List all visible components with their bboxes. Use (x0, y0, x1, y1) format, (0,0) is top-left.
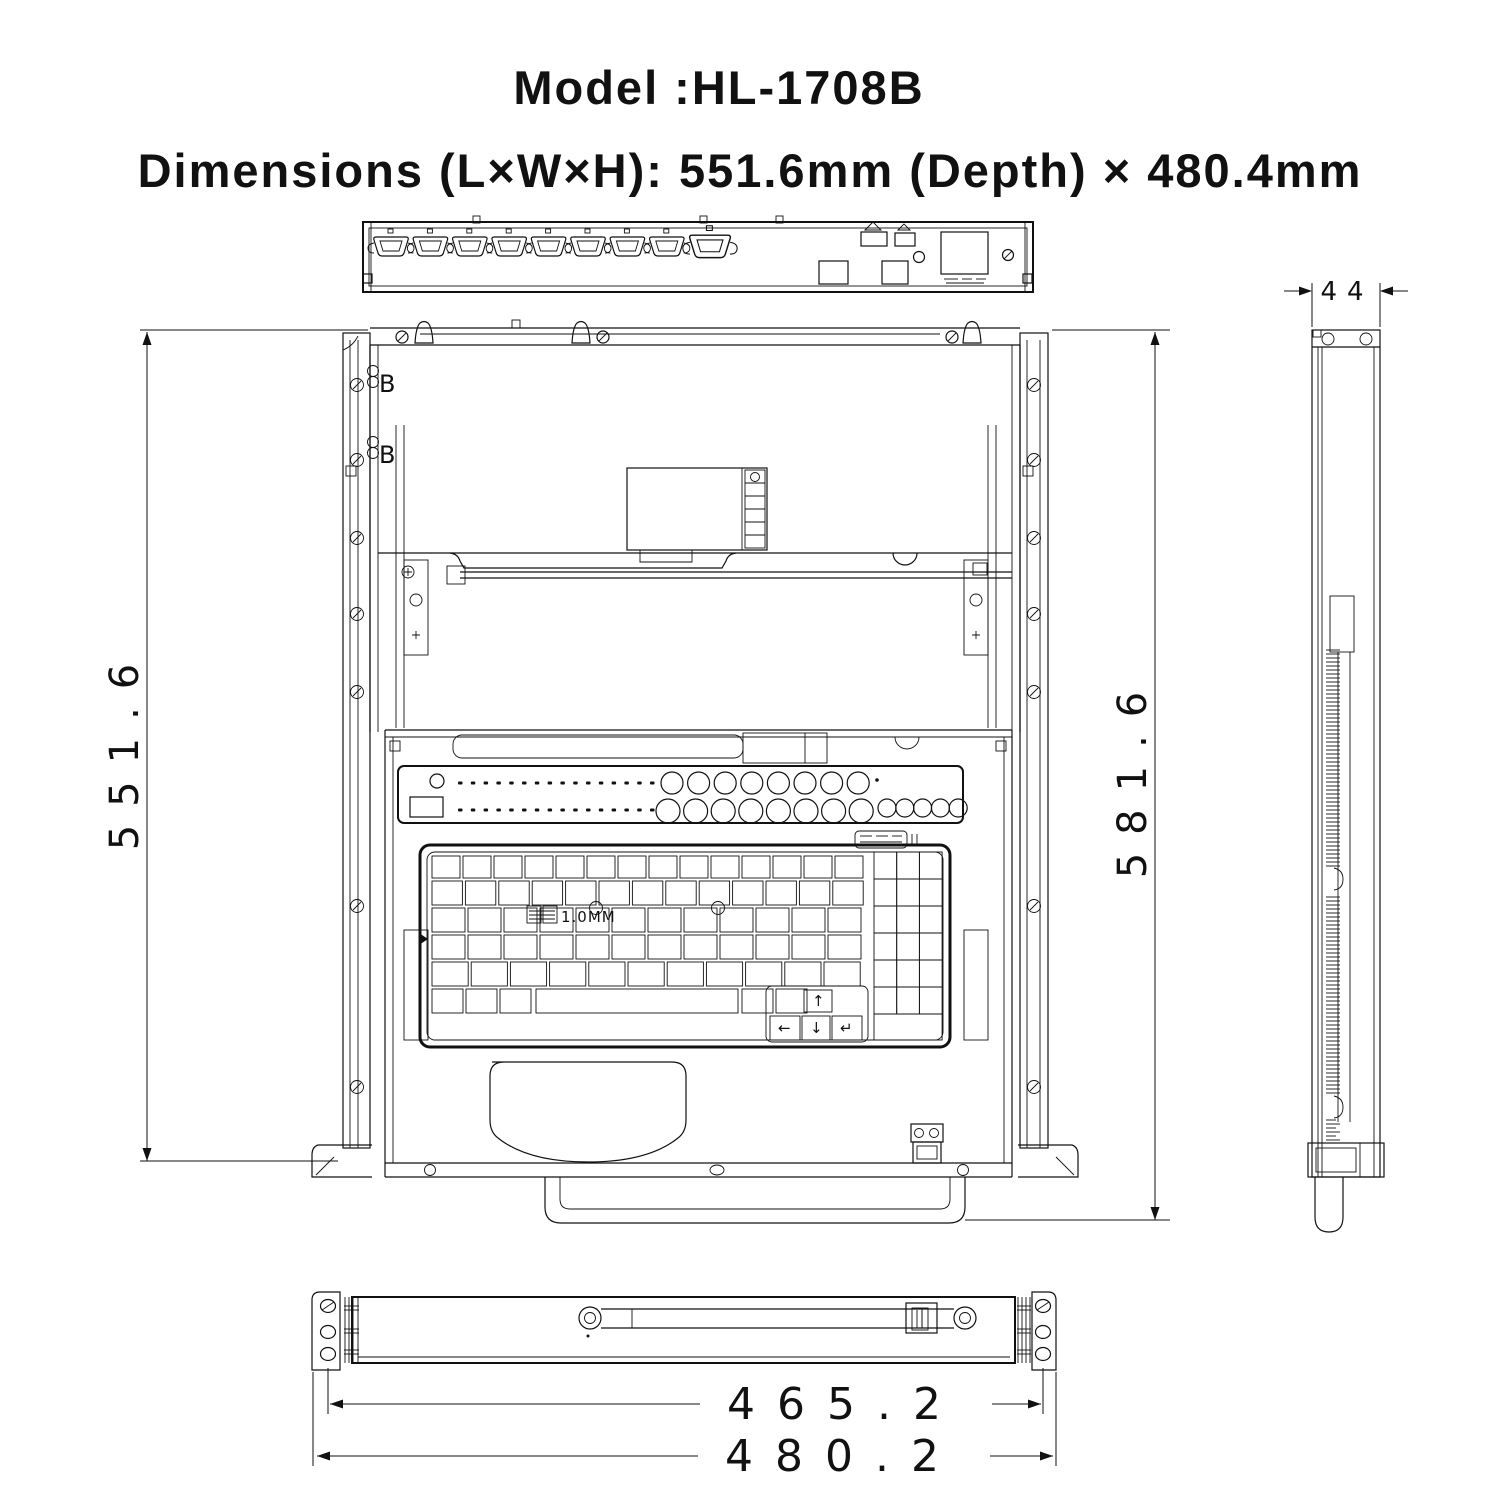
title-block (138, 61, 1363, 197)
port-button (822, 799, 846, 823)
key (742, 989, 773, 1013)
side-view (1308, 330, 1384, 1232)
grid-cell (897, 987, 920, 1014)
port-button (661, 772, 683, 794)
tiny-dot (875, 778, 879, 782)
led-dash (624, 809, 629, 812)
marker-a-center (572, 322, 609, 344)
b-text: B (379, 370, 396, 398)
led-dash (612, 809, 617, 812)
led-dash (650, 782, 655, 785)
dimension-arrows (143, 287, 1394, 1461)
pitch-note-text: 1.0MM (561, 908, 616, 926)
mount-hole (321, 1348, 336, 1361)
key (756, 935, 789, 959)
tray-notch (895, 737, 919, 749)
keyboard-keys (432, 856, 863, 1013)
key (432, 935, 465, 959)
triangle-mark (898, 224, 910, 230)
key (828, 935, 861, 959)
key (699, 881, 729, 905)
dim-44-text: 44 (1320, 277, 1374, 307)
port-button (739, 799, 763, 823)
osd-button (914, 799, 932, 817)
osd-button (896, 799, 914, 817)
screw-hole (1360, 333, 1372, 345)
key (792, 935, 825, 959)
control-panel (398, 766, 967, 823)
grid-cell (874, 933, 897, 960)
port-button (847, 772, 869, 794)
a-triangle-icon (963, 322, 981, 344)
key (785, 962, 821, 986)
led-dash (458, 809, 463, 812)
grid-cell (897, 960, 920, 987)
grid-cell (874, 852, 897, 879)
key (733, 881, 763, 905)
port-button (688, 772, 710, 794)
lid-recess (450, 553, 736, 568)
dim-arrow (1151, 1207, 1160, 1220)
key (532, 881, 562, 905)
grid-cell (897, 852, 920, 879)
key (835, 856, 863, 878)
rail-hook (1334, 868, 1343, 890)
led-dash (573, 782, 578, 785)
led-dash (509, 782, 514, 785)
vga-port (407, 229, 453, 256)
dimension-width-465 (328, 1368, 1043, 1430)
dim-551-text: 551.6 (102, 645, 148, 851)
dim-arrow (1028, 1400, 1041, 1409)
screw-hole (710, 1165, 724, 1175)
key (466, 989, 497, 1013)
screw-icon (1028, 454, 1041, 467)
module-tab (640, 550, 692, 562)
led-dash (458, 782, 463, 785)
led-dash (612, 782, 617, 785)
dim-arrow (1380, 287, 1393, 296)
corner-square (390, 741, 400, 751)
screw-icon (1028, 686, 1041, 699)
screw-icon (351, 454, 364, 467)
slide-latch-plate (964, 930, 988, 1040)
led-dash (535, 782, 540, 785)
dim-465-text: 465.2 (727, 1379, 963, 1430)
left-slide-bracket (343, 333, 370, 1148)
bracket-hook (343, 336, 358, 350)
led-dash (637, 782, 642, 785)
key (612, 935, 645, 959)
clip-detail (1313, 330, 1321, 337)
front-view (312, 1292, 1056, 1370)
center-module (627, 468, 767, 562)
screw-icon (351, 379, 364, 392)
led-dash (573, 809, 578, 812)
control-panel-outline (398, 766, 963, 823)
square-mark (346, 466, 356, 476)
key (833, 881, 863, 905)
key (680, 856, 708, 878)
led-dash (624, 782, 629, 785)
key (599, 881, 629, 905)
key (792, 908, 825, 932)
marker-a-left (396, 322, 433, 344)
rear-panel-view (363, 216, 1033, 292)
screw-icon (351, 608, 364, 621)
led-dash (599, 809, 604, 812)
key (799, 881, 829, 905)
led-indicator-rows (458, 782, 655, 812)
osd-button (931, 799, 949, 817)
key (504, 935, 537, 959)
led-dash (599, 782, 604, 785)
led-dash (522, 809, 527, 812)
key (766, 881, 796, 905)
led-dash (560, 809, 565, 812)
a-triangle-icon (415, 322, 433, 344)
key (550, 962, 586, 986)
key (587, 856, 615, 878)
key (684, 908, 717, 932)
panel-switch (410, 797, 443, 817)
return-key: ↵ (840, 1019, 853, 1037)
grid-cell (919, 933, 942, 960)
led-dash (548, 782, 553, 785)
key (525, 856, 553, 878)
power-label-scribble (944, 279, 986, 283)
port-select-buttons (656, 772, 967, 823)
key (648, 908, 681, 932)
tray-latch (911, 1124, 943, 1163)
port-button (766, 799, 790, 823)
screw-icon (1028, 532, 1041, 545)
port-button (711, 799, 735, 823)
keyboard-outline (420, 845, 950, 1047)
screw-icon (351, 1081, 364, 1094)
grid-cell (919, 906, 942, 933)
port-button (741, 772, 763, 794)
usb-port (895, 233, 915, 246)
right-slide-bracket (1020, 333, 1048, 1148)
grid-cell (919, 852, 942, 879)
power-inlet (941, 232, 988, 274)
mount-hole (1036, 1326, 1051, 1339)
led-dash (637, 809, 642, 812)
key (628, 962, 664, 986)
dimensions-subtitle: Dimensions (L×W×H): 551.6mm (Depth) × 480.4mm (137, 144, 1363, 197)
key (720, 908, 753, 932)
key (566, 881, 596, 905)
mount-hole (1036, 1348, 1051, 1361)
dim-arrow (330, 1400, 343, 1409)
key (828, 908, 861, 932)
vga-port (644, 229, 690, 256)
screw-icon (351, 686, 364, 699)
key (500, 989, 531, 1013)
led-dash (471, 782, 476, 785)
port-button (821, 772, 843, 794)
led-dash (560, 782, 565, 785)
key (432, 881, 462, 905)
slide-latch-plate (964, 560, 988, 655)
screw-icon (351, 900, 364, 913)
screw-icon (1028, 1081, 1041, 1094)
keyboard (419, 845, 950, 1047)
rail-label-b-1 (368, 366, 396, 399)
front-handle (545, 1177, 965, 1223)
dim-581-text: 581.6 (1110, 673, 1156, 879)
key (468, 908, 501, 932)
key (776, 989, 807, 1013)
grid-cell (874, 987, 897, 1014)
grid-cell (874, 906, 897, 933)
key (773, 856, 801, 878)
led-dash (509, 809, 514, 812)
vga-port (526, 229, 572, 256)
key (432, 962, 468, 986)
key (666, 881, 696, 905)
key (576, 935, 609, 959)
corner-square (1023, 274, 1032, 283)
marker-a-right (946, 322, 981, 344)
vga-port (368, 229, 414, 256)
led-dash (484, 809, 489, 812)
dimension-width-44 (1284, 277, 1408, 327)
key (465, 881, 495, 905)
port-button (656, 799, 680, 823)
key (494, 856, 522, 878)
vga-port (604, 229, 650, 256)
rail-label-b-2 (368, 437, 396, 470)
key (746, 962, 782, 986)
led-dash (522, 782, 527, 785)
key (632, 881, 662, 905)
vga-port (486, 229, 532, 256)
screw-icon (1028, 900, 1041, 913)
led-dash (535, 809, 540, 812)
grid-cell (919, 960, 942, 987)
rail-hook (1334, 1096, 1343, 1118)
key (648, 935, 681, 959)
key (540, 935, 573, 959)
top-view (312, 320, 1078, 1223)
grid-cell (874, 960, 897, 987)
dim-arrow (1151, 332, 1160, 345)
a-triangle-icon (572, 322, 590, 344)
hole (914, 252, 925, 263)
key (612, 908, 645, 932)
key (471, 962, 507, 986)
led-dash (496, 782, 501, 785)
console-vga-port (683, 226, 737, 258)
key (589, 962, 625, 986)
screw-icon (351, 532, 364, 545)
side-handle (1315, 1177, 1343, 1232)
corner-square (996, 741, 1006, 751)
grid-cell (874, 879, 897, 906)
b-text: B (379, 441, 396, 469)
right-hinge-strip (1017, 1297, 1031, 1363)
key (720, 935, 753, 959)
arrow-down-key: ↓ (810, 1019, 823, 1037)
vga-port (565, 229, 611, 256)
led-dash (496, 809, 501, 812)
dim-arrow (143, 332, 152, 345)
model-title: Model :HL-1708B (513, 61, 925, 114)
led-dash (548, 809, 553, 812)
led-dash (586, 809, 591, 812)
grid-cell (897, 879, 920, 906)
keyboard-side-grid (874, 852, 942, 1040)
edge-tick (512, 320, 520, 328)
key (618, 856, 646, 878)
dim-arrow (317, 1452, 330, 1461)
slide-latch-plate (404, 930, 428, 1040)
dim-480-text: 480.2 (725, 1431, 961, 1482)
led-dash (586, 782, 591, 785)
key (756, 908, 789, 932)
right-flange (1018, 1145, 1078, 1177)
arrow-key-cluster (766, 986, 868, 1042)
key (432, 908, 465, 932)
grid-cell (897, 906, 920, 933)
port-button (794, 799, 818, 823)
screw-icon (1028, 608, 1041, 621)
rail-bracket (1330, 596, 1354, 652)
key (510, 962, 546, 986)
dim-arrow (1040, 1452, 1053, 1461)
port-button (714, 772, 736, 794)
key (499, 881, 529, 905)
key (432, 989, 463, 1013)
key (804, 856, 832, 878)
port-button (849, 799, 873, 823)
port-button (767, 772, 789, 794)
grid-cell-wide (874, 1014, 942, 1040)
screw-icon (1028, 379, 1041, 392)
osd-button (878, 799, 896, 817)
lid-notch (893, 553, 917, 565)
port-square (882, 261, 908, 284)
screw-hole (1322, 333, 1334, 345)
tray-plate (743, 733, 827, 763)
key (684, 935, 717, 959)
key (742, 856, 770, 878)
key (649, 856, 677, 878)
dimension-depth-551 (102, 330, 368, 1161)
led-dash (650, 809, 655, 812)
triangle-mark (865, 222, 881, 230)
osd-button (949, 799, 967, 817)
key (463, 856, 491, 878)
arrow-up-key: ↑ (812, 992, 825, 1010)
screw-icon (1003, 250, 1014, 261)
power-led (430, 774, 444, 788)
key (432, 856, 460, 878)
mount-hole (321, 1326, 336, 1339)
arrow-left-key: ← (778, 1019, 791, 1037)
key (711, 856, 739, 878)
d-mark (973, 563, 987, 575)
key (667, 962, 703, 986)
grid-cell (897, 933, 920, 960)
port-button (794, 772, 816, 794)
screw-hole (425, 1165, 436, 1176)
lid-edge (378, 553, 1012, 584)
square-mark (1023, 466, 1033, 476)
led-dash (484, 782, 489, 785)
key (706, 962, 742, 986)
key (824, 962, 860, 986)
led-dash (471, 809, 476, 812)
grid-cell (919, 879, 942, 906)
tray-recess (453, 735, 743, 758)
dim-arrow (1299, 287, 1312, 296)
grid-cell (919, 987, 942, 1014)
key (556, 856, 584, 878)
port-square (819, 261, 848, 284)
vga-port-row (368, 226, 737, 258)
vga-port (447, 229, 493, 256)
key (504, 908, 537, 932)
dim-arrow (143, 1148, 152, 1161)
touchpad (490, 1062, 686, 1162)
screw-hole (958, 1165, 969, 1176)
port-button (684, 799, 708, 823)
spacebar-key (536, 989, 738, 1013)
key (468, 935, 501, 959)
keyboard-tray (385, 730, 1012, 1177)
usb-port (861, 232, 887, 246)
